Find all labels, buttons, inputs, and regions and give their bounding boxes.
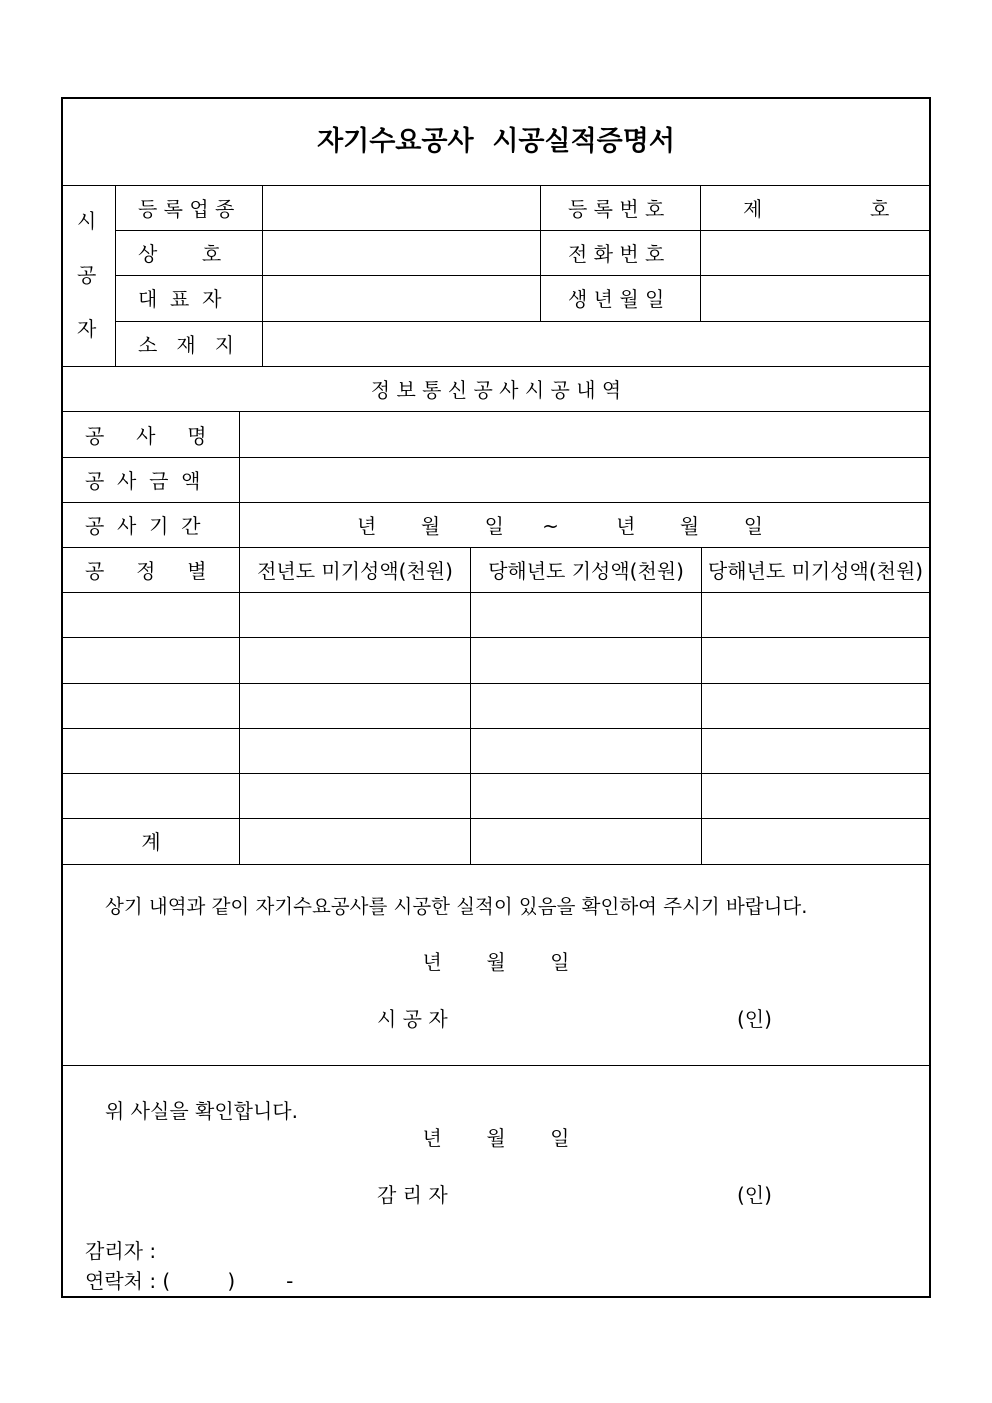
reg-no-label: 등 록 번 호	[568, 197, 665, 221]
birth-date-field[interactable]	[703, 277, 927, 319]
reg-type-field[interactable]	[265, 187, 537, 229]
side-label-char-2: 공	[77, 263, 97, 287]
project-name-field[interactable]	[242, 413, 927, 455]
rule-v-contractor-mid	[540, 185, 541, 321]
col-header-current-year-billed: 당해년도 기성액(천원)	[488, 559, 684, 583]
rule-v-contractor-label	[262, 185, 263, 366]
rule-row2	[115, 275, 929, 276]
supervisor-label: 감리자 :	[85, 1239, 157, 1263]
request-statement: 상기 내역과 같이 자기수요공사를 시공한 실적이 있음을 확인하여 주시기 바랍니다.	[105, 895, 808, 918]
reg-type-label: 등 록 업 종	[138, 197, 235, 221]
confirm-seal: (인)	[737, 1183, 772, 1207]
rule-v-col2	[470, 547, 471, 864]
confirm-signer-label: 감 리 자	[377, 1183, 448, 1207]
rule-v-col3	[701, 547, 702, 864]
rule-grid-2	[63, 683, 929, 684]
representative-field[interactable]	[265, 277, 537, 319]
reg-no-prefix: 제	[743, 197, 763, 221]
project-amount-label: 공 사 금 액	[85, 469, 201, 493]
address-label: 소 재 지	[138, 333, 235, 357]
project-period-value: 년 월 일 ~ 년 월 일	[357, 514, 764, 538]
phone-field[interactable]	[703, 232, 927, 274]
process-label: 공 정 별	[85, 559, 207, 583]
reg-no-suffix: 호	[870, 197, 890, 221]
confirm-date: 년 월 일	[422, 1126, 570, 1150]
request-date: 년 월 일	[422, 950, 570, 974]
rule-section-bottom	[63, 411, 929, 412]
total-label: 계	[141, 830, 161, 854]
rule-grid-5	[63, 818, 929, 819]
project-name-label: 공 사 명	[85, 424, 207, 448]
rule-grid-1	[63, 637, 929, 638]
form-title: 자기수요공사 시공실적증명서	[317, 126, 675, 157]
rule-row3	[115, 321, 929, 322]
request-signer-label: 시 공 자	[377, 1007, 448, 1031]
col-header-prev-year-unbilled: 전년도 미기성액(천원)	[257, 559, 453, 583]
certificate-form	[61, 97, 931, 1298]
rule-grid-4	[63, 773, 929, 774]
rule-contractor-bottom	[63, 366, 929, 367]
rule-period-bottom	[63, 547, 929, 548]
side-label-char-1: 시	[77, 209, 97, 233]
company-field[interactable]	[265, 232, 537, 274]
rule-header-bottom	[63, 592, 929, 593]
representative-label: 대 표 자	[138, 287, 222, 311]
rule-request-bottom	[63, 1065, 929, 1066]
section-title: 정 보 통 신 공 사 시 공 내 역	[370, 378, 622, 402]
rule-amount-bottom	[63, 502, 929, 503]
project-period-label: 공 사 기 간	[85, 514, 201, 538]
company-label: 상 호	[138, 242, 222, 266]
request-seal: (인)	[737, 1007, 772, 1031]
rule-name-bottom	[63, 457, 929, 458]
address-field[interactable]	[265, 323, 927, 365]
rule-v-side	[115, 185, 116, 366]
rule-total-bottom	[63, 864, 929, 865]
side-label-char-3: 자	[77, 317, 97, 341]
confirm-statement: 위 사실을 확인합니다.	[105, 1099, 298, 1123]
rule-title-bottom	[63, 185, 929, 186]
rule-v-project-label	[239, 411, 240, 864]
project-amount-field[interactable]	[242, 459, 927, 501]
birth-date-label: 생 년 월 일	[568, 287, 665, 311]
rule-v-contractor-right	[700, 185, 701, 321]
phone-label: 전 화 번 호	[568, 242, 665, 266]
contact-label: 연락처 : ( ) -	[85, 1269, 294, 1293]
rule-grid-3	[63, 728, 929, 729]
col-header-current-year-unbilled: 당해년도 미기성액(천원)	[707, 559, 924, 583]
rule-row1	[115, 230, 929, 231]
